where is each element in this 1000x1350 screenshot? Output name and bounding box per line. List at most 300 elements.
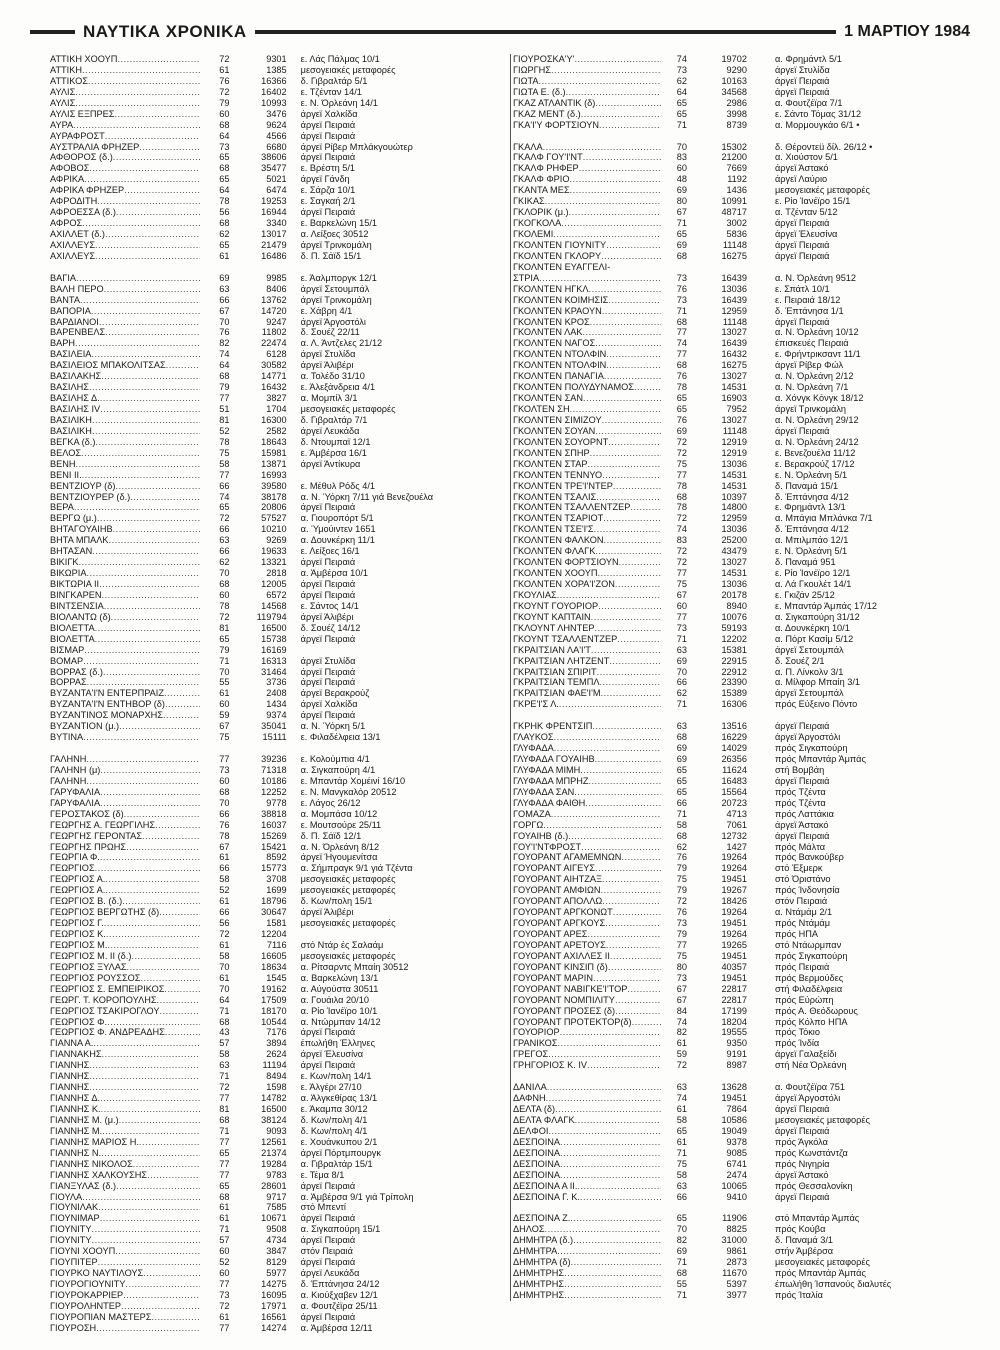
ship-name-cell <box>511 481 661 492</box>
ship-name: ΓΙΑΝΝΗΣ Ν. <box>50 1147 102 1158</box>
destination: άργεϊ Σετουμπάλ <box>775 644 844 655</box>
destination: α. Μομπάσα 10/12 <box>300 808 378 819</box>
tonnage-number: 16366 <box>261 75 287 86</box>
ship-entry <box>50 207 490 218</box>
ship-name-cell <box>511 984 661 995</box>
ship-name: ΓΚΛΟΥΝΤ ΛΗΝΤΕΡ <box>513 622 595 633</box>
built-year: 72 <box>219 54 230 64</box>
ship-entry <box>50 590 490 601</box>
ship-entry <box>50 1257 490 1268</box>
leader-dots <box>606 940 661 951</box>
tonnage-number: 15302 <box>721 141 747 152</box>
ship-name: ΑΥΣΤΡΑΛΙΑ ΦΡΗΖΕΡ <box>50 141 140 152</box>
ship-entry <box>50 765 490 776</box>
tonnage-number: 2474 <box>726 1169 747 1180</box>
tonnage-number: 19267 <box>721 885 747 896</box>
destination: μεσογειακές μεταφορές <box>300 64 396 75</box>
tonnage-number: 13027 <box>721 371 747 382</box>
built-year: 59 <box>676 1049 687 1060</box>
tonnage-number: 16561 <box>261 1311 287 1322</box>
ship-entry <box>511 470 971 481</box>
built-year: 68 <box>676 1268 687 1279</box>
built-year: 65 <box>676 229 687 239</box>
built-year: 71 <box>676 699 687 710</box>
tonnage-number: 9301 <box>266 54 287 64</box>
leader-dots <box>96 1323 200 1334</box>
ship-name-cell <box>511 1017 661 1028</box>
tonnage-number: 12919 <box>721 447 747 458</box>
built-year: 56 <box>219 918 230 929</box>
built-year: 72 <box>676 557 687 568</box>
ship-name-cell <box>50 229 200 240</box>
ship-entry <box>511 732 971 743</box>
ship-name-cell <box>50 273 200 284</box>
ship-entry <box>50 1159 490 1170</box>
ship-name-cell <box>50 382 200 393</box>
tonnage-number: 11148 <box>722 425 747 436</box>
built-year: 72 <box>676 513 687 524</box>
tonnage-number: 2408 <box>266 688 287 699</box>
ship-name: ΒΑΠΟΡΙΑ <box>50 305 91 316</box>
built-year: 65 <box>219 1180 230 1191</box>
built-year: 61 <box>219 64 230 75</box>
ship-entry <box>50 710 490 721</box>
leader-dots <box>591 645 661 656</box>
ship-name: ΓΕΩΡΓΙΟΣ ΒΕΡΓΩΤΗΣ (δ) <box>50 907 160 918</box>
tonnage-number: 8592 <box>266 852 287 863</box>
tonnage-number: 10163 <box>721 75 747 86</box>
ship-name: ΓΙΟΥΝΙΤΥ <box>50 1235 92 1246</box>
ship-entry <box>511 1224 971 1235</box>
built-year: 71 <box>676 305 687 316</box>
tonnage-number: 8940 <box>726 600 747 611</box>
destination: ε. Άμβέρσα 16/1 <box>300 447 367 458</box>
leader-dots <box>75 87 200 98</box>
built-year: 71 <box>676 1289 687 1300</box>
built-year: 60 <box>219 699 230 710</box>
built-year: 67 <box>676 994 687 1005</box>
leader-dots <box>107 940 200 951</box>
tonnage-number: 11148 <box>722 316 747 327</box>
tonnage-number: 1385 <box>266 64 287 75</box>
leader-dots <box>592 721 661 732</box>
destination: α. Π. Λίνκολν 3/1 <box>775 666 844 677</box>
leader-dots <box>608 295 661 306</box>
ship-entry <box>511 842 971 853</box>
tonnage-number: 23390 <box>721 677 747 688</box>
leader-dots <box>613 481 661 492</box>
destination: μεσογειακές μεταφορές <box>300 918 396 929</box>
leader-dots <box>554 732 661 743</box>
destination: άργεϊ Πειραιά <box>300 666 356 677</box>
leader-dots <box>558 1038 662 1049</box>
ship-name: ΓΙΑΝΝΗΣ ΝΙΚΟΛΟΣ <box>50 1158 133 1169</box>
leader-dots <box>595 546 661 557</box>
destination: άργεϊ Πειραιά <box>300 633 356 644</box>
ship-name: ΓΙΩΡΓΗΣ <box>513 64 551 75</box>
tonnage-number: 18426 <box>721 896 747 907</box>
ship-name-cell <box>50 426 200 437</box>
leader-dots <box>104 601 200 612</box>
ship-name-cell <box>50 448 200 459</box>
destination: ε. Ν. Όρλεάνη 5/1 <box>775 469 848 480</box>
ship-name: ΒΙΚΙΓΚ <box>50 557 79 568</box>
destination: α. Φουτζέϊρα 751 <box>775 1082 845 1093</box>
leader-dots <box>580 765 661 776</box>
ship-entry <box>50 535 490 546</box>
destination: δ. Σουέζ 2/1 <box>775 655 825 666</box>
ship-name-cell <box>511 995 661 1006</box>
destination: ε. Λείξοες 16/1 <box>300 546 360 557</box>
ship-entry <box>50 776 490 787</box>
ship-name: ΒΙΝΤΣΕΝΣΙΑ <box>50 600 104 611</box>
destination: α. Σιγκαπούρη 15/1 <box>300 1224 381 1235</box>
ship-name-cell <box>50 1323 200 1334</box>
leader-dots <box>126 842 200 853</box>
built-year: 68 <box>676 732 687 743</box>
destination: α. Λά Γκουλέτ 14/1 <box>775 579 852 589</box>
ship-entry <box>50 1082 490 1093</box>
ship-name-cell <box>50 995 200 1006</box>
ship-name-cell <box>511 1290 661 1301</box>
tonnage-number: 14029 <box>721 743 747 754</box>
built-year: 65 <box>676 775 687 786</box>
tonnage-number: 19284 <box>261 1158 287 1169</box>
tonnage-number: 39236 <box>261 754 287 764</box>
ship-name-cell <box>50 1027 200 1038</box>
ship-name: ΒΗΤΑ ΜΠΑΛΚ <box>50 535 109 546</box>
leader-dots <box>155 820 200 831</box>
ship-entry <box>511 437 971 448</box>
built-year: 77 <box>676 611 687 622</box>
ship-name-cell <box>511 327 661 338</box>
built-year: 55 <box>219 677 230 688</box>
built-year: 72 <box>676 546 687 557</box>
ship-name-cell <box>50 546 200 557</box>
leader-dots <box>571 1257 661 1268</box>
ship-name-cell <box>511 251 661 262</box>
leader-dots <box>75 98 200 109</box>
destination: α. Ντώρμπαν 14/12 <box>300 1016 381 1027</box>
ship-entry <box>511 699 971 710</box>
leader-dots <box>627 984 661 995</box>
destination: άργεϊ Πειραιά <box>300 1180 356 1191</box>
tonnage-number: 20806 <box>261 502 287 513</box>
leader-dots <box>100 393 200 404</box>
destination: ε. Ν. Όρλεάνη 5/1 <box>775 546 848 557</box>
ship-name-cell <box>50 207 200 218</box>
destination: ε. Μπαντάρ Άμπάς 17/12 <box>775 600 877 611</box>
ship-name-cell <box>511 273 661 284</box>
destination: α. Φουτζέϊρα 7/1 <box>775 97 843 108</box>
ship-name-cell <box>511 601 661 612</box>
ship-name-cell <box>511 590 661 601</box>
leader-dots <box>587 1060 661 1071</box>
ship-entry <box>50 612 490 623</box>
ship-name-cell <box>50 437 200 448</box>
tonnage-number: 10076 <box>721 611 747 622</box>
ship-entry <box>511 54 971 65</box>
tonnage-number: 19451 <box>721 918 747 929</box>
destination: α. Σήμπραγκ 9/1 γιά Τζέντα <box>300 863 413 874</box>
ship-entry <box>511 1049 971 1060</box>
leader-dots <box>95 634 200 645</box>
ship-name-cell <box>50 557 200 568</box>
built-year: 65 <box>676 97 687 108</box>
destination: έπισκευές Πειραιά <box>775 338 849 349</box>
ship-entry <box>511 163 971 174</box>
leader-dots <box>599 677 661 688</box>
tonnage-number: 8987 <box>726 1060 747 1071</box>
destination: δ. Έπτάνησα 1/1 <box>775 305 844 316</box>
built-year: 63 <box>219 283 230 294</box>
ship-name-cell <box>50 524 200 535</box>
leader-dots <box>619 557 661 568</box>
ship-name: ΓΟΥΟΡΑΝΤ ΑΡΕΣ <box>513 929 588 939</box>
ship-entry <box>50 174 490 185</box>
ship-name: ΓΙΟΥΛΑ <box>50 1191 83 1202</box>
ship-entry <box>511 371 971 382</box>
built-year: 77 <box>219 1169 230 1180</box>
ship-name: ΓΕΩΡΓΙΑ Φ. <box>50 852 100 863</box>
leader-dots <box>580 1192 661 1203</box>
leader-dots <box>602 470 661 481</box>
leader-dots <box>95 437 199 448</box>
built-year: 66 <box>219 480 230 491</box>
ship-name: ΓΛΥΦΑΔΑ ΜΠΡΗΖ <box>513 775 589 786</box>
tonnage-number: 6474 <box>266 185 287 196</box>
tonnage-number: 13027 <box>721 327 747 338</box>
built-year: 66 <box>676 797 687 808</box>
built-year: 66 <box>219 546 230 557</box>
ship-name: ΓΙΑΝΝΗΣ <box>50 1060 90 1071</box>
ship-name-cell <box>511 415 661 426</box>
built-year: 80 <box>676 196 687 207</box>
ship-name-cell <box>511 349 661 360</box>
tonnage-number: 40357 <box>721 961 747 972</box>
leader-dots <box>597 667 661 678</box>
ship-entry <box>50 65 490 76</box>
ship-entry <box>511 590 971 601</box>
destination: α. Γουάιλα 20/10 <box>300 994 369 1005</box>
leader-dots <box>570 1213 661 1224</box>
destination: άργεϊ Σετουμπάλ <box>775 688 844 699</box>
ship-name: ΓΚΟΛΝΤΕΝ ΦΑΛΚΟΝ <box>513 535 604 546</box>
ship-name-cell <box>50 688 200 699</box>
destination: άργεϊ Πειραιά <box>300 1257 356 1268</box>
leader-dots <box>100 852 200 863</box>
ship-name-cell <box>511 929 661 940</box>
publication-title: ΝΑΥΤΙΚΑ ΧΡΟΝΙΚΑ <box>83 22 247 41</box>
ship-entry <box>511 787 971 798</box>
destination: άργεϊ Άντίκυρα <box>300 458 361 469</box>
ship-entry <box>50 699 490 710</box>
ship-name: ΑΦΡΙΚΑ <box>50 174 85 185</box>
ship-name: ΓΟΥΟΡΑΝΤ ΑΠΟΛΛΩ <box>513 896 603 907</box>
tonnage-number: 1545 <box>266 972 287 983</box>
ship-name: ΑΤΤΙΚΗ ΧΟΟΥΠ <box>50 54 118 64</box>
ship-name-cell <box>511 885 661 896</box>
ship-name-cell <box>511 699 661 710</box>
leader-dots <box>89 382 200 393</box>
destination: άργεϊ Πειραιά <box>300 1060 356 1071</box>
ship-name: ΑΤΤΙΚΗ <box>50 64 82 75</box>
destination: α. Ρίτσαρντς Μπαίη 30512 <box>300 961 409 972</box>
ship-entry <box>50 907 490 918</box>
built-year: 73 <box>219 141 230 152</box>
ship-name-cell <box>50 492 200 503</box>
built-year: 64 <box>676 86 687 97</box>
built-year: 82 <box>676 1235 687 1246</box>
leader-dots <box>102 1126 200 1137</box>
built-year: 69 <box>676 743 687 754</box>
leader-dots <box>561 218 661 229</box>
leader-dots <box>548 1049 661 1060</box>
ship-name-cell <box>511 612 661 623</box>
ship-name: ΒΥΖΑΝΤΑ'Ι'Ν ΕΝΤΕΡΠΡΑΙΖ <box>50 688 164 699</box>
built-year <box>661 262 687 273</box>
ship-name: ΓΟΥΟΡΑΝΤ ΑΡΓΚΟΥΣ <box>513 918 606 929</box>
ship-name-cell <box>511 382 661 393</box>
ship-name-cell <box>511 1224 661 1235</box>
leader-dots <box>570 404 661 415</box>
tonnage-number: 3847 <box>266 1246 287 1257</box>
ship-name: ΑΥΛΙΣ ΕΞΠΡΕΣ <box>50 108 115 119</box>
ship-name: ΓΚΟΛΝΤΕΝ ΝΑΓΟΣ <box>513 338 596 349</box>
ship-name: ΑΦΡΟΔΙΤΗ <box>50 196 98 207</box>
ship-name-cell <box>50 1224 200 1235</box>
built-year: 61 <box>219 896 230 907</box>
tonnage-number: 18170 <box>261 1005 287 1016</box>
ship-name-cell <box>50 1290 200 1301</box>
ship-name: ΓΟΥΟΡΑΝΤ ΑΓΑΜΕΜΝΩΝ <box>513 852 622 863</box>
built-year: 65 <box>676 404 687 414</box>
destination: ε. Χουάνκυπου 2/1 <box>300 1136 378 1147</box>
ship-name: ΑΧΙΛΛΕΥΣ <box>50 239 96 250</box>
destination: άργεϊ Πειραιά <box>775 1104 830 1114</box>
ship-name-cell <box>50 732 200 743</box>
destination: δ. Ντουμπαϊ 12/1 <box>300 436 371 447</box>
leader-dots <box>594 524 661 535</box>
ship-name: ΓΚΑΝΤΑ ΜΕΣ <box>513 185 570 196</box>
tonnage-number: 71318 <box>261 764 287 775</box>
ship-name-cell <box>511 524 661 535</box>
ship-name-cell <box>511 98 661 109</box>
tonnage-number: 5397 <box>726 1279 747 1289</box>
ship-name: ΓΕΩΡΓΙΟΣ Σ. ΕΜΠΕΙΡΙΚΟΣ <box>50 983 165 994</box>
ship-name: ΒΕΝΤΖΙΟΥΡ (δ) <box>50 480 116 491</box>
ship-name-cell <box>511 754 661 765</box>
ship-name: ΓΚΟΛΤΕΝ ΣΗ <box>513 404 570 414</box>
ship-name-cell <box>511 120 661 131</box>
destination: α. Χιούστον 5/1 <box>775 152 838 163</box>
left-column <box>50 54 490 1334</box>
built-year: 63 <box>219 535 230 546</box>
built-year: 73 <box>676 622 687 633</box>
built-year: 61 <box>219 1311 230 1322</box>
destination: ε. Βρέστη 5/1 <box>300 163 356 174</box>
tonnage-number: 11194 <box>262 1060 287 1071</box>
ship-entry <box>50 502 490 513</box>
ship-entry <box>511 809 971 820</box>
tonnage-number: 9985 <box>266 272 287 283</box>
destination: ε. Λάγος 26/12 <box>300 797 361 808</box>
destination: πρός Ίνδία <box>775 1038 820 1049</box>
destination: άργεϊ Πειραιά <box>300 710 356 721</box>
built-year: 63 <box>676 1180 687 1191</box>
built-year: 65 <box>676 393 687 404</box>
tonnage-number: 9378 <box>726 1136 747 1147</box>
leader-dots <box>590 448 661 459</box>
built-year: 76 <box>219 819 230 830</box>
leader-dots <box>583 152 661 163</box>
destination: μεσογειακές μεταφορές <box>775 1257 870 1268</box>
built-year: 51 <box>219 404 230 414</box>
ship-entry <box>50 196 490 207</box>
leader-dots <box>91 349 199 360</box>
group-spacer <box>511 131 971 142</box>
ship-entry <box>511 743 971 754</box>
ship-name: ΓΕΩΡΓΙΟΣ Κ. <box>50 929 106 939</box>
ship-entry <box>511 196 971 207</box>
leader-dots <box>577 1181 661 1192</box>
tonnage-number: 19049 <box>721 1125 747 1136</box>
ship-name-cell <box>50 131 200 142</box>
destination: άργεϊ Άστακό <box>775 163 829 174</box>
tonnage-number: 14531 <box>721 382 747 393</box>
destination: άργεϊ Πειραιά <box>300 1235 356 1246</box>
destination: άργεϊ Τρινκομάλη <box>300 294 372 305</box>
destination: άργεϊ Άστακό <box>775 1169 829 1180</box>
destination: δ. Παναμά 15/1 <box>775 480 839 491</box>
destination: άργεϊ Πειραιά <box>775 75 830 86</box>
built-year: 67 <box>676 589 687 600</box>
ship-name-cell <box>50 852 200 863</box>
built-year: 67 <box>676 983 687 994</box>
ship-name: ΓΚΟΛΝΤΕΝ ΠΟΛΥΔΥΝΑΜΟΣ <box>513 382 634 393</box>
ship-entry <box>50 1301 490 1312</box>
tonnage-number: 6128 <box>266 349 287 360</box>
leader-dots <box>92 415 200 426</box>
tonnage-number: 16432 <box>261 382 287 393</box>
leader-dots <box>551 65 661 76</box>
tonnage-number: 3340 <box>266 218 287 229</box>
built-year: 76 <box>676 283 687 294</box>
tonnage-number: 15738 <box>261 633 287 644</box>
tonnage-number: 14275 <box>261 1279 287 1289</box>
tonnage-number: 19264 <box>721 929 747 939</box>
ship-entry <box>511 295 971 306</box>
tonnage-number: 16037 <box>261 819 287 830</box>
ship-name-cell <box>511 218 661 229</box>
tonnage-number: 20178 <box>721 589 747 600</box>
ship-name-cell <box>50 907 200 918</box>
leader-dots <box>105 874 200 885</box>
leader-dots <box>165 699 200 710</box>
ship-name: ΓΟΥΟΡΑΝΤ ΑΙΗΤΖΑΞ <box>513 874 603 885</box>
leader-dots <box>555 1104 661 1115</box>
ship-entry <box>511 448 971 459</box>
built-year: 68 <box>219 1016 230 1027</box>
ship-name-cell <box>511 1137 661 1148</box>
ship-entry <box>50 962 490 973</box>
built-year: 59 <box>219 710 230 721</box>
built-year: 61 <box>219 1213 230 1224</box>
tonnage-number: 4713 <box>726 808 747 819</box>
ship-name: ΑΧΙΛΛΕΥΣ <box>50 250 96 261</box>
ship-name: ΓΚΡΑΙΤΣΙΑΝ ΛΗΤΖΕΝΤ <box>513 655 610 666</box>
built-year: 58 <box>219 874 230 885</box>
